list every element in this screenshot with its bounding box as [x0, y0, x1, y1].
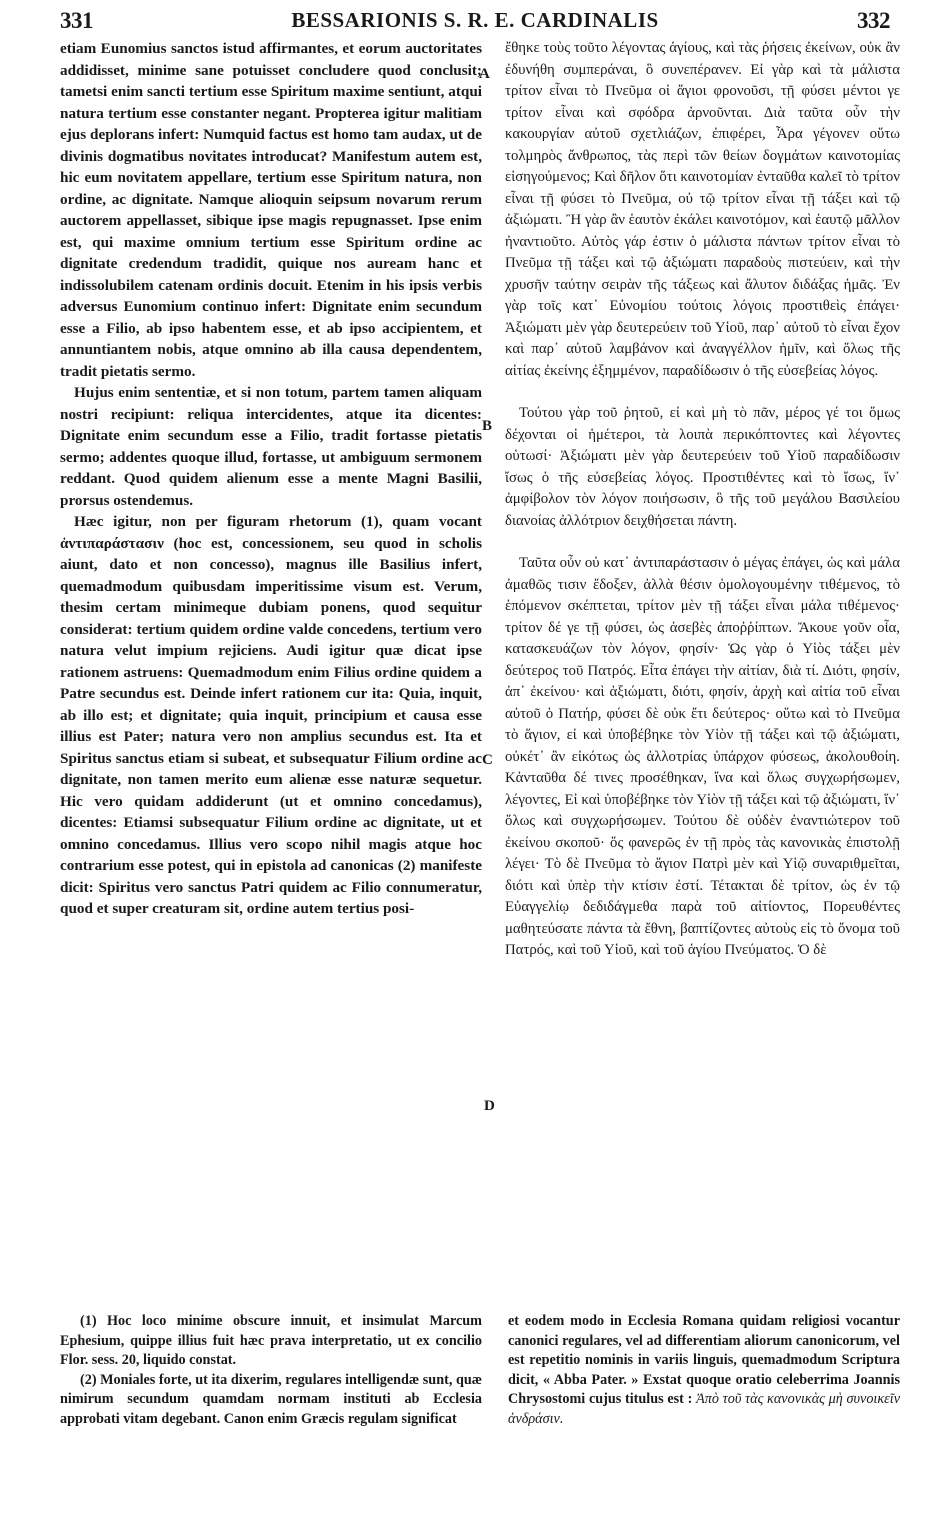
- running-title: BESSARIONIS S. R. E. CARDINALIS: [291, 8, 659, 32]
- margin-marker-a: A: [479, 66, 490, 82]
- footnote: (1) Hoc loco minime obscure innuit, et insimulat Marcum Ephesium, quippe illius fuit hæc prava interpretatio, ut ex concilio Flor. sess. 20, liquido constat.: [60, 1313, 482, 1368]
- footnotes-left: [60, 1312, 482, 1527]
- latin-column: [60, 38, 482, 1308]
- footnote-continuation: [508, 1312, 900, 1527]
- footnote-greek-title: Ἀπὸ τοῦ τὰς κανονικὰς μὴ συνοικεῖν ἀνδράσιν.: [508, 1391, 900, 1427]
- footnote: (2) Moniales forte, ut ita dixerim, regulares intelligendæ sunt, quæ nimirum secundum quamdam normam instituti ab Ecclesia approbati vitam degebant. Canon enim Græcis regulam significat: [60, 1371, 482, 1427]
- footnote-text: [508, 1312, 900, 1429]
- greek-column: [505, 38, 900, 1308]
- greek-paragraph: ἔθηκε τοὺς τοῦτο λέγοντας ἁγίους, καὶ τὰς ῥήσεις ἐκείνων, οὐκ ἂν ἐδυνήθη συμπεράναι, ὃ συνεπέρανεν. Εἰ γὰρ καὶ τὰ μάλιστα τρίτον εἶναι τὸ Πνεῦμα οἱ ἅγιοι φρονοῦσι, τῇ φύσει μέντοι γε τρίτον εἶναι καὶ σφόδρα ἀρνοῦνται. Διὰ ταῦτα οὖν τὴν κακουργίαν αὐτοῦ σχετλιάζων, ἐπιφέρει, Ἆρα γέγονεν οὕτω τολμηρὸς ἄνθρωπος, τὰς περὶ τῶν θείων δογμάτων καινοτομίας εἰσηγούμενος; Καὶ δῆλον ὅτι καινοτομίαν ἐνταῦθα καλεῖ τὸ τρίτον εἶναι τῇ φύσει τὸ Πνεῦμα, οὐ τῷ τρίτον εἶναι τῇ τάξει καὶ τῷ ἀξιώματι. Ἢ γὰρ ἂν ἑαυτὸν ἐκάλει καινοτόμον, καὶ ἑαυτῷ μᾶλλον ἠναντιοῦτο. Αὐτὸς γάρ ἐστιν ὁ μάλιστα πάντων τρίτον εἶναι τὸ Πνεῦμα τῇ τάξει καὶ τῷ ἀξιώματι παραδοὺς πιστεύειν, καὶ τὴν χρυσῆν ταύτην σειρὰν τῆς τάξεως καὶ ἄλυτον διδάξας ἡμᾶς. Ἐν γὰρ τοῖς κατ᾽ Εὐνομίου τούτοις λόγοις προστιθεὶς ἐπάγει· Ἀξιώματι μὲν γὰρ δευτερεύειν τοῦ Υἱοῦ, παρ᾽ αὐτοῦ τὸ εἶναι ἔχον καὶ παρ᾽ αὐτοῦ λαμβάνον καὶ ἀναγγέλλον ἡμῖν, καὶ ὅλως τῆς αἰτίας ἐκείνης ἐξημμένον, παραδίδωσιν ὁ τῆς εὐσεβείας λόγος.: [505, 40, 900, 379]
- latin-paragraph: Hujus enim sententiæ, et si non totum, partem tamen aliquam nostri recipiunt: reliqua intercidentes, atque ita dicentes: Dignitate enim secundum esse a Filio, tradit fortasse pietatis sermo; addentes quoque illud, fortasse, ut ambiguum sermonem reddant. Quod quidem alienum esse a mente Magni Basilii, prorsus ostendemus.: [60, 384, 482, 509]
- greek-paragraph: Τούτου γὰρ τοῦ ῥητοῦ, εἰ καὶ μὴ τὸ πᾶν, μέρος γέ τοι ὅμως δέχονται οἱ ἡμέτεροι, τὰ λοιπὰ περικόπτοντες καὶ λέγοντες οὑτωσί· Ἀξιώματι μὲν γὰρ δευτερεύειν τοῦ Υἱοῦ παραδίδωσιν ἴσως ὁ τῆς εὐσεβείας λόγος. Προστιθέντες καὶ τὸ ἴσως, ἵν᾽ ἀμφίβολον τὸν λόγον ποιήσωσιν, ὃ τῆς τοῦ μεγάλου Βασιλείου διανοίας ἀλλότριον δειχθήσεται πάντη.: [505, 405, 900, 529]
- latin-paragraph: Hæc igitur, non per figuram rhetorum (1), quam vocant ἀντιπαράστασιν (hoc est, concessionem, seu quod in scholis aiunt, dato et non concesso), magnus ille Basilius infert, quemadmodum quibusdam imperitissime visum est. Verum, thesim certam minimeque dubiam ponens, quod sequitur considerat: tertium quidem ordine valde concedens, tertium vero natura velut impium rejiciens. Audi igitur quæ dicat ipse rationem astruens: Quemadmodum enim Filius ordine quidem a Patre secundus est. Deinde infert rationem cur ita: Quia, inquit, ab illo est; et dignitate; quia inquit, principium et causa esse illius est Pater; natura vero non amplius secundus est. Ita et Spiritus sanctus etiam si subeat, et subsequatur Filium ordine ac dignitate, non tamen merito eum alienæ esse naturæ sequetur. Hic vero quidam addiderunt (ut et omnino concedamus), dicentes: Etiamsi subsequatur Filium ordine ac dignitate, ut et omnino concedamus. Illius vero scopo nihil magis atque hoc contrarium esse potest, qui in epistola ad canonicas (2) manifeste dicit: Spiritus vero sanctus Patri quidem ac Filio connumeratur, quod et super creaturam sit, ordine autem tertius posi-: [60, 513, 482, 917]
- latin-paragraph: etiam Eunomius sanctos istud affirmantes, et eorum auctoritates addidisset, minime sane potuisset concludere quod conclusit; tametsi enim sancti tertium esse Spiritum maxime sentiunt, atqui natura tertium esse constanter negant. Propterea igitur malitiam ejus deplorans infert: Numquid factus est homo tam audax, ut de divinis dogmatibus novitates introducat? Manifestum autem est, hic eum novitatem appellare, tertium esse Spiritum natura, non ordine, ac dignitate. Namque alioquin seipsum novarum rerum auctorem appellasset, sibique ipse magis repugnasset. Ipse enim est, qui maxime omnium tertium esse Spiritum ordine ac dignitate credendum tradidit, quique nos auream hanc et indissolubilem catenam ordinis docuit. Etenim in his ipsis verbis adversus Eunomium continuo infert: Dignitate enim secundum esse a Filio, ab ipso habentem esse, et ab ipso accipientem, et annuntiantem nobis, atque omnino ab illa causa dependentem, tradit pietatis sermo.: [60, 40, 482, 380]
- margin-marker-d: D: [484, 1098, 495, 1114]
- greek-paragraph: Ταῦτα οὖν οὐ κατ᾽ ἀντιπαράστασιν ὁ μέγας ἐπάγει, ὡς καὶ μάλα ἀμαθῶς τισιν ἔδοξεν, ἀλλὰ θέσιν ὁμολογουμένην τιθέμενος, τὸ ἑπόμενον σκέπτεται, τρίτον μὲν τῇ τάξει εἶναι μάλα τιθέμενος· τρίτον δέ γε τῇ φύσει, ὡς ἀσεβὲς ἀποῤῥίπτων. Ἄκουε γοῦν οἷα, κατασκευάζων τὸν λόγον, φησίν· Ὡς γὰρ ὁ Υἱὸς τάξει μὲν δεύτερος τοῦ Πατρός. Εἶτα ἐπάγει τὴν αἰτίαν, διὰ τί. Διότι, φησίν, ἀπ᾽ ἐκείνου· καὶ ἀξιώματι, διότι, φησίν, ἀρχὴ καὶ αἰτία τοῦ εἶναι αὐτοῦ ὁ Πατήρ, φύσει δὲ οὐκ ἔτι δεύτερος· οὕτω καὶ τὸ Πνεῦμα τὸ ἅγιον, εἰ καὶ ὑποβέβηκε τὸν Υἱὸν τῇ τάξει καὶ τῷ ἀξιώματι, οὐκέτ᾽ ἂν εἰκότως ὡς ἀλλοτρίας ὑπάρχον φύσεως, ἀκολουθοίη. Κἀνταῦθα δέ τινες προσέθηκαν, ἵνα καὶ ὅλως συγχωρήσωμεν, λέγοντες, Εἰ καὶ ὑποβέβηκε τὸν Υἱὸν τῇ τάξει καὶ τῷ ἀξιώματι, ἵν᾽ ὅλως καὶ συγχωρήσωμεν. Τούτου δὲ οὐδὲν ἐναντιώτερον τοῦ ἐκείνου σκοποῦ· ὅς φανερῶς ἐν τῇ πρὸς τὰς κανονικὰς ἐπιστολῇ λέγει· Τὸ δὲ Πνεῦμα τὸ ἅγιον Πατρὶ μὲν καὶ Υἱῷ συναριθμεῖται, διότι καὶ ὑπὲρ τὴν κτίσιν ἐστί. Τέτακται δὲ τρίτον, ὡς ἐν τῷ Εὐαγγελίῳ δεδιδάγμεθα παρὰ τοῦ αἰτίοντος, Πορευθέντες μαθητεύσατε πάντα τὰ ἔθνη, βαπτίζοντες αὐτοὺς εἰς τὸ ὄνομα τοῦ Πατρός, καὶ τοῦ Υἱοῦ, καὶ τοῦ ἁγίου Πνεύματος. Ὁ δὲ: [505, 555, 900, 958]
- margin-marker-b: B: [482, 418, 493, 434]
- page-number-left: 331: [60, 8, 93, 33]
- page-header: [60, 8, 890, 42]
- page-number-right: 332: [857, 8, 890, 33]
- footnote-latin: et eodem modo in Ecclesia Romana quidam religiosi vocantur canonici regulares, vel ad differentiam aliorum canonicorum, vel est repetitio nominis in variis linguis, quemadmodum Scriptura dicit, « Abba Pater. » Exstat quoque oratio celeberrima Joannis Chrysostomi cujus titulus est :: [508, 1313, 900, 1407]
- margin-marker-c: C: [482, 752, 493, 768]
